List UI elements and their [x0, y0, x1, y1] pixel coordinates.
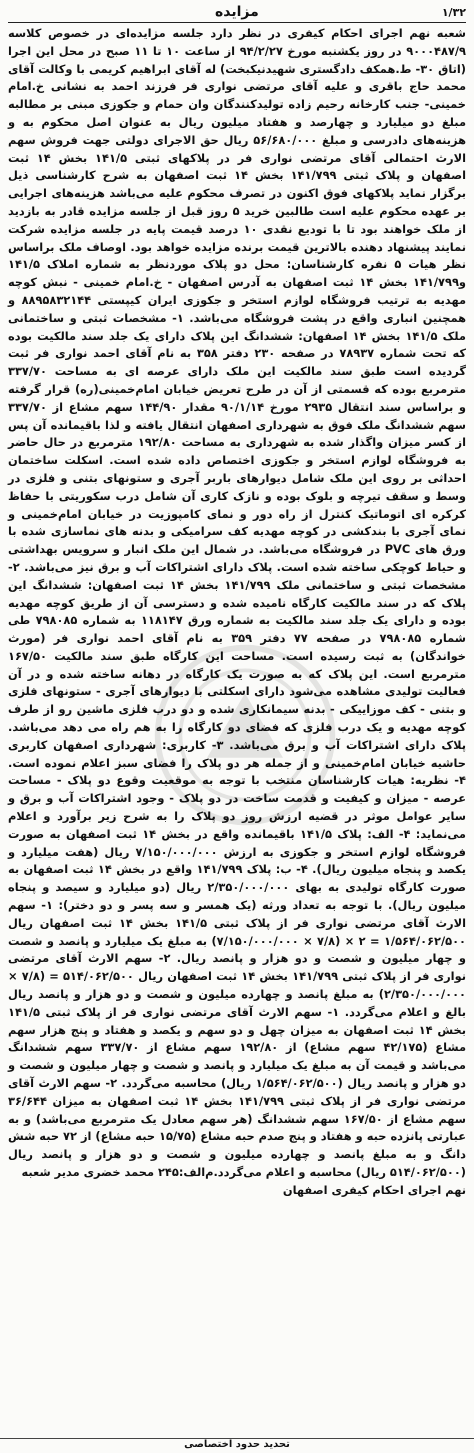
notice-paragraph: شعبه نهم اجرای احکام کیفری در نظر دارد جلسه مزایده‌ای در خصوص کلاسه ۹۰۰۰۴۸۷/۹ در روز یکشنبه مورخ ۹۴/۲/۲۷ از ساعت ۱۰ تا ۱۱ صبح در محل این اجرا (اتاق ۳۰- ط.همکف دادگستری شهیدنیکبخت) له آقای ابراهیم کریمی با وکالت آقای محمد حاج باقری و علیه آقای مرتضی نواری فر فرزند احمد به نشانی خ.امام خمینی- جنب کارخانه رحیم زاده تولیدکنندگان وان حمام و جکوزی مبنی بر مطالبه مبلغ دو میلیارد و چهارصد و هفتاد میلیون ریال به عنوان اصل محکوم به و هزینه‌های دادرسی و مبلغ ۵۶/۶۸۰/۰۰۰ ریال حق الاجرای دولتی جهت فروش سهم الارث احتمالی آقای مرتضی نواری فر در پلاکهای ثبتی ۱۴۱/۵ بخش ۱۴ ثبت اصفهان و پلاک ثبتی ۱۴۱/۷۹۹ بخش ۱۴ ثبت اصفهان به شرح کارشناسی ذیل برگزار نماید پلاکهای فوق اکنون در تصرف محکوم علیه می‌باشد هزینه‌های اجرایی بر عهده محکوم علیه است طالبین خرید ۵ روز قبل از جلسه مزایده قادر به بازدید از ملک خواهند بود تا با تودیع نقدی ۱۰ درصد قیمت پایه در جلسه مزایده شرکت نمایند پیشنهاد دهنده بالاترین قیمت برنده مزایده خواهد بود. اوصاف ملک براساس نظر هیات ۵ نفره کارشناسان: محل دو پلاک موردنظر به شماره املاک ۱۴۱/۵ و۱۴۱/۷۹۹ بخش ۱۴ ثبت اصفهان به آدرس اصفهان - خ.امام خمینی - نبش کوچه مهدیه به ترتیب فروشگاه لوازم استخر و جکوزی ایران کیپستی ۸۸۹۵۸۳۲۱۴۴ و همچنین انباری واقع در پشت فروشگاه می‌باشد. ۱- مشخصات ثبتی و ساختمانی ملک ۱۴۱/۵ بخش ۱۴ اصفهان: ششدانگ این پلاک دارای یک جلد سند مالکیت بوده که تحت شماره ۷۸۹۳۷ در صفحه ۲۳۰ دفتر ۳۵۸ به نام آقای احمد نواری فر ثبت گردیده است طبق سند مالکیت این ملک دارای عرصه ای به مساحت ۳۳۷/۷۰ مترمربع بوده که قسمتی از آن در طرح تعریض خیابان امام‌خمینی(ره) قرار گرفته و براساس سند انتقال ۲۹۳۵ مورخ ۹۰/۱/۱۴ مقدار ۱۴۴/۹۰ سهم مشاع از ۳۳۷/۷۰ سهم ششدانگ ملک فوق به شهرداری اصفهان انتقال یافته و لذا باقیمانده آن پس از کسر میزان واگذار شده به شهرداری به مساحت ۱۹۲/۸۰ مترمربع در حال حاضر به فروشگاه لوازم استخر و جکوزی اختصاص داده شده است. اسکلت ساختمان احداثی بر روی این ملک شامل دیوارهای باربر آجری و ستونهای بتنی و فلزی در وسط و سقف تیرچه و بلوک بوده و نازک کاری آن شامل درب سکوریتی با حفاظ کرکره ای اتوماتیک کنترل از راه دور و نمای کامپوزیت در خیابان امام‌خمینی و نمای آجری با بندکشی در کوچه مهدیه کف سرامیکی و بدنه های نماسازی شده با ورق های PVC در فروشگاه می‌باشد. در شمال این ملک انبار و سرویس بهداشتی و حیاط کوچکی ساخته شده است. پلاک دارای اشتراکات آب و برق نیز می‌باشد. ۲- مشخصات ثبتی و ساختمانی ملک ۱۴۱/۷۹۹ بخش ۱۴ ثبت اصفهان: ششدانگ این پلاک که در سند مالکیت کارگاه نامیده شده و دسترسی آن از طریق کوچه مهدیه بوده و دارای یک جلد سند مالکیت به شماره ورق ۱۱۸۱۴۷ به شماره ۷۹۸۰۸۵ طی شماره ۷۹۸۰۸۵ در صفحه ۷۷ دفتر ۳۵۹ به نام آقای احمد نواری فر (مورث خواندگان) به ثبت رسیده است. مساحت این کارگاه طبق سند مالکیت ۱۶۷/۵۰ مترمربع است. این پلاک که به صورت یک کارگاه در دهانه ساخته شده و در آن فعالیت تولیدی مشاهده می‌شود دارای اسکلتی با دیوارهای آجری - ستونهای فلزی و بتنی - کف موزاییکی - بدنه سیمانکاری شده و دو درب فلزی ماشین رو از طرف کوچه مهدیه و یک درب فلزی که فضای دو کارگاه را به هم راه می دهد می‌باشد. پلاک دارای اشتراکات آب و برق می‌باشد. ۳- کاربری: شهرداری اصفهان کاربری حاشیه خیابان امام‌خمینی و از جمله هر دو پلاک را فضای سبز اعلام نموده است. ۴- نظریه: هیات کارشناسان منتخب با توجه به موقعیت وقوع دو پلاک - مساحت عرصه - میزان و کیفیت و قدمت ساخت در دو پلاک - وجود اشتراکات آب و برق و سایر عوامل موثر در قضیه ارزش روز دو پلاک را به شرح زیر برآورد و اعلام می‌نماید: ۴- الف: پلاک ۱۴۱/۵ باقیمانده واقع در بخش ۱۴ ثبت اصفهان به صورت فروشگاه لوازم استخر و جکوزی به ارزش ۷/۱۵۰/۰۰۰/۰۰۰ ریال (هفت میلیارد و یکصد و پنجاه میلیون ریال). ۴- ب: پلاک ۱۴۱/۷۹۹ واقع در بخش ۱۴ ثبت اصفهان به صورت کارگاه تولیدی به بهای ۲/۳۵۰/۰۰۰/۰۰۰ ریال (دو میلیارد و سیصد و پنجاه میلیون ریال). با توجه به تعداد ورثه (یک همسر و سه پسر و دو دختر): ۱- سهم الارث آقای مرتضی نواری فر از پلاک ثبتی ۱۴۱/۵ بخش ۱۴ ثبت اصفهان ریال ۱/۵۶۴/۰۶۲/۵۰۰ = ۲ × (۷/۸ × ۷/۱۵۰/۰۰۰/۰۰۰) به مبلغ یک میلیارد و پانصد و شصت و چهار میلیون و شصت و دو هزار و پانصد ریال. ۲- سهم الارث آقای مرتضی نواری فر از پلاک ثبتی ۱۴۱/۷۹۹ بخش ۱۴ ثبت اصفهان ریال ۵۱۴/۰۶۲/۵۰۰ = (۷/۸ × ۲/۳۵۰/۰۰۰/۰۰۰) به مبلغ پانصد و چهارده میلیون و شصت و دو هزار و پانصد ریال بالغ و اعلام می‌گردد. ۱- سهم الارث آقای مرتضی نواری فر از پلاک ثبتی ۱۴۱/۵ بخش ۱۴ ثبت اصفهان به میزان چهل و دو سهم و یکصد و هفتاد و پنج هزار سهم مشاع (۴۲/۱۷۵ سهم مشاع) از ۱۹۲/۸۰ سهم مشاع از ۳۳۷/۷۰ سهم ششدانگ می‌باشد و قیمت آن به مبلغ یک میلیارد و پانصد و شصت و چهار میلیون و شصت و دو هزار و پانصد ریال (۱/۵۶۴/۰۶۲/۵۰۰ ریال) محاسبه می‌گردد. ۲- سهم الارث آقای مرتضی نواری فر از پلاک ثبتی ۱۴۱/۷۹۹ بخش ۱۴ ثبت اصفهان به میزان ۳۶/۶۴۴ سهم مشاع از ۱۶۷/۵۰ سهم ششدانگ (هر سهم معادل یک مترمربع می‌باشد) و به عبارتی پانزده حبه و هفتاد و پنج صدم حبه مشاع (۱۵/۷۵ حبه مشاع) از ۷۲ حبه شش دانگ و به مبلغ پانصد و چهارده میلیون و شصت و دو هزار و پانصد ریال (۵۱۴/۰۶۲/۵۰۰ ریال) محاسبه و اعلام می‌گردد.م‌الف:۲۴۵ محمد خضری مدیر شعبه	[8, 26, 467, 1179]
notice-title: مزایده	[215, 4, 259, 20]
notice-header	[8, 4, 466, 23]
notice-body	[8, 25, 466, 1182]
notice-code: ۱/۳۲	[441, 6, 466, 19]
notice-signature: نهم اجرای احکام کیفری اصفهان	[282, 1182, 466, 1197]
next-notice-heading: تحدید حدود اختصاصی	[0, 1438, 474, 1453]
